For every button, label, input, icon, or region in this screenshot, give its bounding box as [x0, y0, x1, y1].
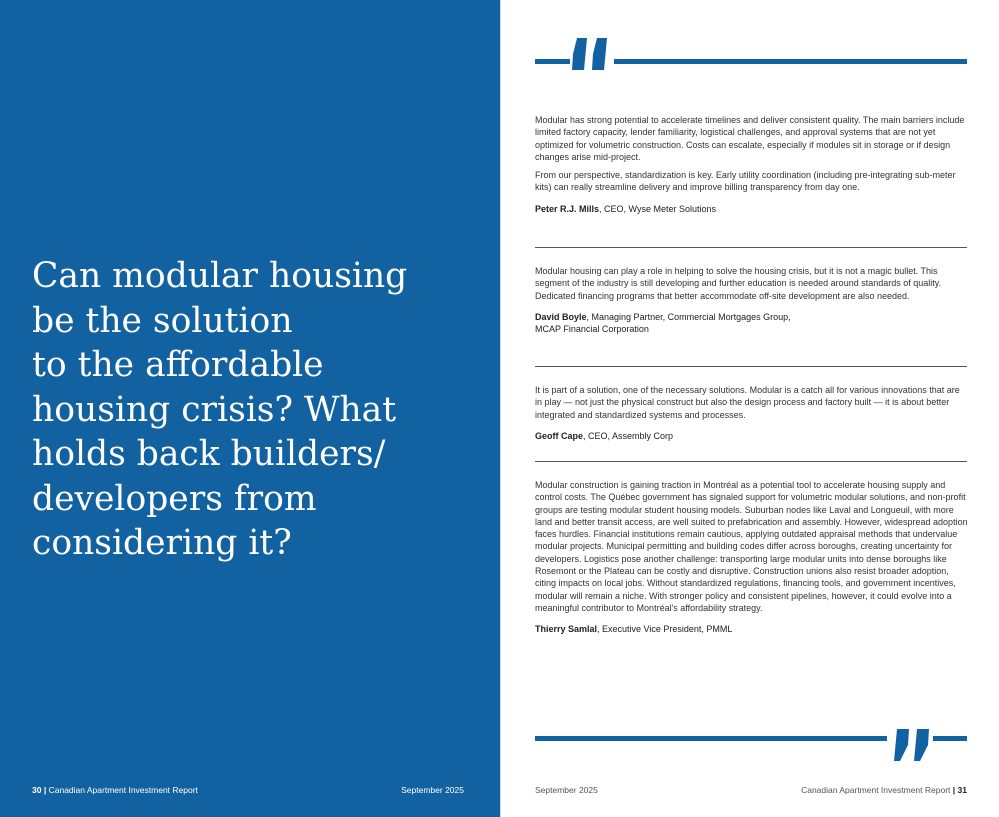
top-rule-right: [614, 59, 967, 64]
top-rule-left: [535, 59, 570, 64]
report-title: Canadian Apartment Investment Report: [801, 785, 951, 795]
page-number: 31: [957, 785, 967, 795]
quote-attribution: [535, 203, 968, 215]
footer-date: September 2025: [401, 785, 464, 795]
footer-date: September 2025: [535, 785, 598, 795]
headline-line: housing crisis? What: [32, 389, 397, 430]
quote-paragraph: Modular has strong potential to accelerate timelines and deliver consistent quality. The main barriers include limited factory capacity, lender familiarity, logistical challenges, and approval systems that are not yet optimized for volumetric construction. Costs can escalate, especially if modules sit in storage or if design changes arise mid-project.: [535, 115, 965, 162]
footer-report: [801, 785, 967, 796]
speaker-role: , Managing Partner, Commercial Mortgages Group,: [586, 311, 791, 322]
quote-divider: [535, 247, 967, 248]
close-quote-icon: [888, 723, 934, 769]
footer-separator: |: [43, 785, 47, 795]
quote-attribution: [535, 430, 968, 442]
headline-line: to the affordable: [32, 345, 324, 385]
headline-line: considering it?: [32, 523, 292, 563]
quote-paragraph: From our perspective, standardization is key. Early utility coordination (including pre-integrating sub-meter kits) can really streamline delivery and improve billing transparency from day one.: [535, 170, 956, 193]
left-footer: [32, 785, 464, 796]
speaker-name: Peter R.J. Mills: [535, 203, 600, 214]
speaker-name: David Boyle: [535, 311, 587, 322]
quote-paragraph: Modular construction is gaining traction in Montréal as a potential tool to accelerate housing supply and control costs. The Québec government has signaled support for volumetric modular solutions, and non-profit groups are testing modular student housing models. Suburban nodes like Laval and Longueuil, with more land and better transit access, are well suited to prefabrication and assembly. However, widespread adoption faces hurdles. Financial institutions remain cautious, applying outdated appraisal methods that undervalue modular projects. Municipal permitting and building codes differ across boroughs, creating uncertainty for developers. Logistics pose another challenge: transporting large modular units into dense boroughs like Rosemont or the Plateau can be costly and disruptive. Construction unions also resist broader adoption, citing impacts on local jobs. Without standardized regulations, financing tools, and government incentives, modular will remain a niche. With stronger policy and consistent pipelines, however, it could evolve into a meaningful contributor to Montréal's affordability strategy.: [535, 480, 968, 613]
quote-block: [535, 384, 968, 442]
quote-paragraph: Modular housing can play a role in helping to solve the housing crisis, but it is not a magic bullet. This segment of the industry is still developing and further education is needed around standards of quality. Dedicated financing programs that better accommodate off-site development are also needed.: [535, 266, 942, 301]
quote-divider: [535, 366, 967, 367]
speaker-name: Thierry Samlal: [535, 624, 598, 635]
headline-line: developers from: [32, 478, 317, 519]
quote-block: [535, 479, 968, 636]
bottom-rule-right: [933, 736, 967, 741]
open-quote-icon: [567, 30, 613, 76]
quote-attribution: [535, 623, 968, 635]
headline-line: be the solution: [32, 300, 293, 341]
speaker-role: , Executive Vice President, PMML: [597, 624, 733, 635]
quote-divider: [535, 461, 967, 462]
speaker-organization: MCAP Financial Corporation: [535, 324, 649, 335]
speaker-role: , CEO, Wyse Meter Solutions: [599, 203, 716, 214]
page-number: 30: [32, 785, 42, 795]
speaker-name: Geoff Cape: [535, 430, 584, 441]
speaker-role: , CEO, Assembly Corp: [583, 430, 674, 441]
quote-block: [535, 114, 968, 215]
quote-attribution: [535, 311, 968, 323]
quote-paragraph: It is part of a solution, one of the necessary solutions. Modular is a catch all for various innovations that are in play — not just the physical construct but also the design process and factory built — it is about better integrated and standardized systems and processes.: [535, 385, 960, 420]
headline: [32, 254, 482, 566]
footer-separator: |: [952, 785, 956, 795]
quote-block: [535, 265, 968, 335]
headline-line: Can modular housing: [32, 256, 408, 296]
right-page: [501, 0, 999, 817]
right-footer: [535, 785, 967, 796]
headline-line: holds back builders/: [32, 434, 386, 474]
bottom-rule-left: [535, 736, 887, 741]
report-title: Canadian Apartment Investment Report: [48, 785, 198, 795]
